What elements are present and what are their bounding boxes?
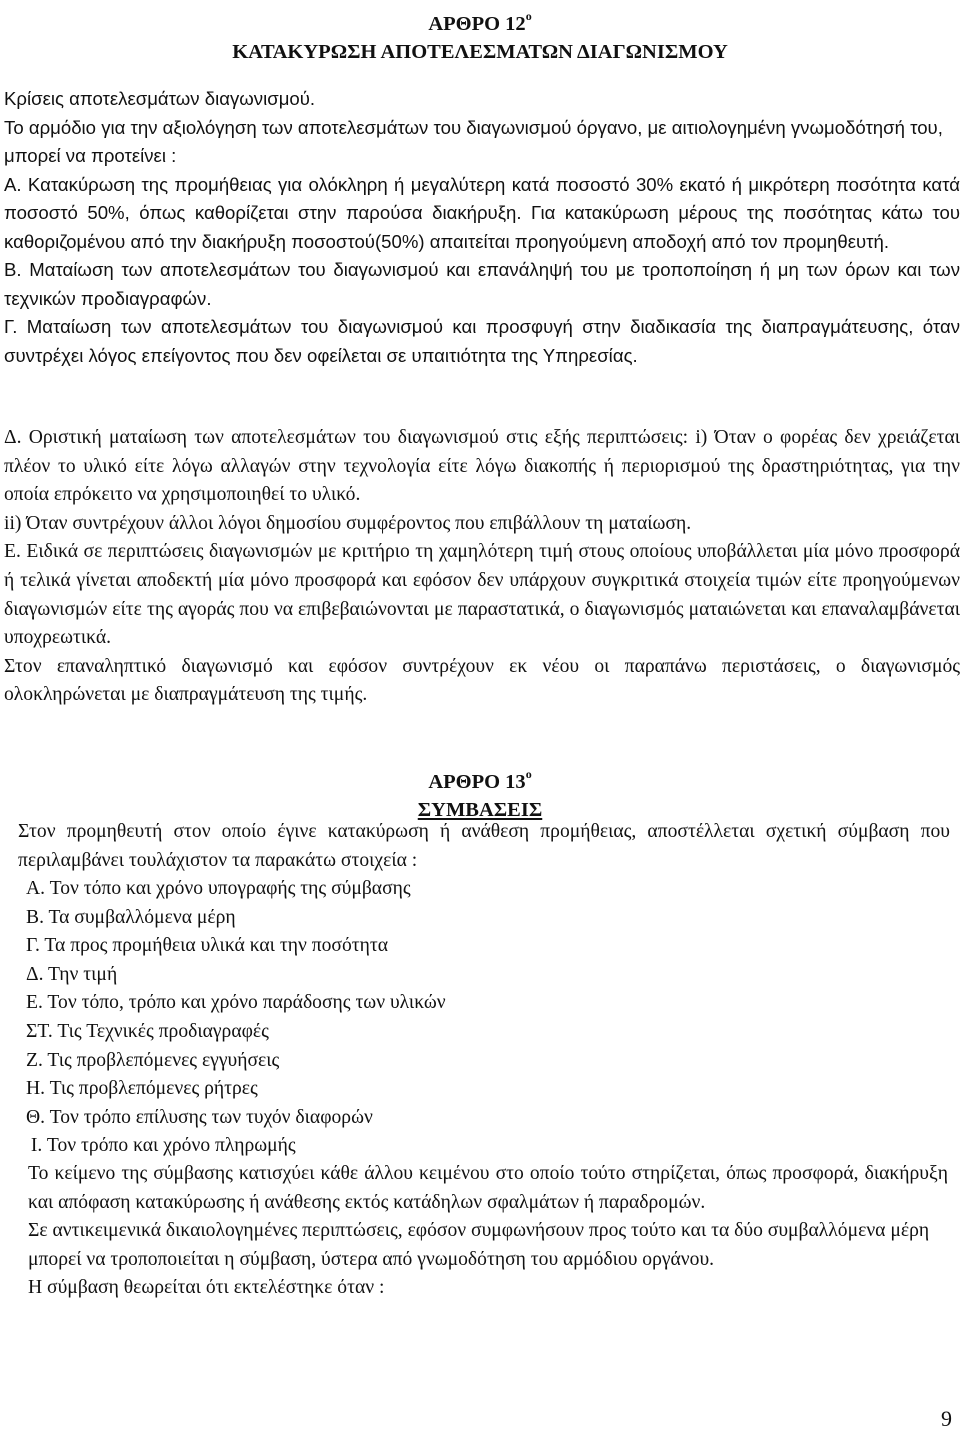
paragraph: Το αρμόδιο για την αξιολόγηση των αποτελεσμάτων του διαγωνισμού όργανο, με αιτιολογημένη γνωμοδότησή του, μπορεί να προτείνει : bbox=[4, 116, 943, 166]
article-12-subtitle: ΚΑΤΑΚΥΡΩΣΗ ΑΠΟΤΕΛΕΣΜΑΤΩΝ ΔΙΑΓΩΝΙΣΜΟΥ bbox=[232, 40, 728, 63]
paragraph: ii) Όταν συντρέχουν άλλοι λόγοι δημοσίου συμφέροντος που επιβάλλουν τη ματαίωση. bbox=[4, 512, 692, 534]
paragraph: Στον προμηθευτή στον οποίο έγινε κατακύρωση ή ανάθεση προμήθειας, αποστέλλεται σχετική σύμβαση που περιλαμβάνει τουλάχιστον τα παρακάτω στοιχεία : bbox=[18, 821, 950, 871]
article-13-title-sup: ο bbox=[525, 767, 532, 781]
article-13-list bbox=[26, 875, 446, 1161]
article-13-heading bbox=[0, 762, 960, 824]
list-item: ΣΤ. Τις Τεχνικές προδιαγραφές bbox=[26, 1020, 269, 1042]
article-13-subtitle: ΣΥΜΒΑΣΕΙΣ bbox=[417, 798, 543, 821]
article-12-body-serif bbox=[4, 424, 960, 710]
list-item: Ι. Τον τρόπο και χρόνο πληρωμής bbox=[26, 1135, 296, 1157]
paragraph: Στον επαναληπτικό διαγωνισμό και εφόσον συντρέχουν εκ νέου οι παραπάνω περιστάσεις, ο διαγωνισμός ολοκληρώνεται με διαπραγμάτευση της τιμής. bbox=[4, 655, 960, 706]
article-12-body-sans bbox=[4, 85, 960, 370]
article-12-heading bbox=[0, 4, 960, 66]
article-13-title bbox=[0, 762, 960, 796]
page-number: 9 bbox=[941, 1406, 952, 1431]
paragraph: Σε αντικειμενικά δικαιολογημένες περιπτώσεις, εφόσον συμφωνήσουν προς τούτο και τα δύο συμβαλλόμενα μέρη μπορεί να τροποποιείται η σύμβαση, ύστερα από γνωμοδότηση του αρμόδιου οργάνου. bbox=[28, 1220, 930, 1270]
article-12-title-text: ΑΡΘΡΟ 12 bbox=[428, 12, 526, 35]
list-item: Δ. Την τιμή bbox=[26, 963, 118, 985]
list-item: Β. Τα συμβαλλόμενα μέρη bbox=[26, 906, 236, 928]
list-item: Α. Τον τόπο και χρόνο υπογραφής της σύμβασης bbox=[26, 878, 411, 899]
paragraph: Γ. Ματαίωση των αποτελεσμάτων του διαγωνισμού και προσφυγή στην διαδικασία της διαπραγμάτευσης, όταν συντρέχει λόγος επείγοντος που δεν οφείλεται σε υπαιτιότητα της Υπηρεσίας. bbox=[4, 316, 960, 366]
paragraph: Α. Κατακύρωση της προμήθειας για ολόκληρη ή μεγαλύτερη κατά ποσοστό 30% εκατό ή μικρότερη ποσότητα κατά ποσοστό 50%, όπως καθορίζεται στην παρούσα διακήρυξη. Για κατακύρωση μέρους της ποσότητας κάτω του καθοριζομένου από την διακήρυξη ποσοστού(50%) απαιτείται προηγούμενη αποδοχή από τον προμηθευτή. bbox=[4, 173, 960, 252]
list-item: Θ. Τον τρόπο επίλυσης των τυχόν διαφορών bbox=[26, 1106, 373, 1128]
list-item: Η. Τις προβλεπόμενες ρήτρες bbox=[26, 1078, 258, 1100]
article-13-body bbox=[28, 1160, 948, 1303]
list-item: Ζ. Τις προβλεπόμενες εγγυήσεις bbox=[26, 1049, 280, 1071]
list-item: Ε. Τον τόπο, τρόπο και χρόνο παράδοσης των υλικών bbox=[26, 992, 446, 1014]
list-item: Γ. Τα προς προμήθεια υλικά και την ποσότητα bbox=[26, 935, 389, 957]
paragraph: Δ. Οριστική ματαίωση των αποτελεσμάτων του διαγωνισμού στις εξής περιπτώσεις: i) Όταν ο φορέας δεν χρειάζεται πλέον το υλικό είτε λόγω αλλαγών στην τεχνολογία είτε λόγω διακοπής ή περιορισμού της δραστηριότητας, για την οποία επρόκειτο να χρησιμοποιηθεί το υλικό. bbox=[4, 427, 960, 506]
paragraph: Κρίσεις αποτελεσμάτων διαγωνισμού. bbox=[4, 88, 316, 109]
paragraph: Ε. Ειδικά σε περιπτώσεις διαγωνισμών με κριτήριο τη χαμηλότερη τιμή στους οποίους υποβάλλεται μία μόνο προσφορά ή τελικά γίνεται αποδεκτή μία μόνο προσφορά και εφόσον δεν υπάρχουν συγκριτικά στοιχεία τιμών είτε προηγούμενων διαγωνισμών είτε της αγοράς που να επιβεβαιώνονται με παραστατικά, ο διαγωνισμός ματαιώνεται και επαναλαμβάνεται υποχρεωτικά. bbox=[4, 541, 960, 649]
paragraph: Η σύμβαση θεωρείται ότι εκτελέστηκε όταν : bbox=[28, 1277, 385, 1299]
article-12-title bbox=[0, 4, 960, 38]
article-13-intro bbox=[18, 818, 950, 875]
article-13-title-text: ΑΡΘΡΟ 13 bbox=[428, 770, 526, 793]
paragraph: Β. Ματαίωση των αποτελεσμάτων του διαγωνισμού και επανάληψή του με τροποποίηση ή μη των όρων και των τεχνικών προδιαγραφών. bbox=[4, 259, 960, 309]
paragraph: Το κείμενο της σύμβασης κατισχύει κάθε άλλου κειμένου στο οποίο τούτο στηρίζεται, όπως προσφορά, διακήρυξη και απόφαση κατακύρωσης ή ανάθεσης εκτός κατάδηλων σφαλμάτων ή παραδρομών. bbox=[28, 1163, 948, 1213]
article-12-title-sup: ο bbox=[525, 9, 532, 23]
